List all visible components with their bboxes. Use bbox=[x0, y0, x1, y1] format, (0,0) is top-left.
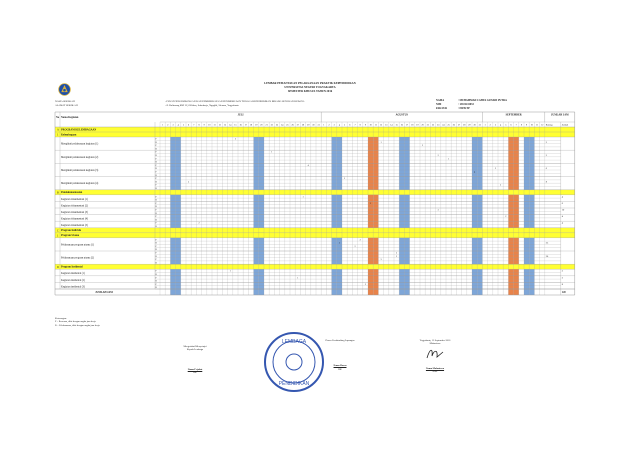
hour-mark: 4 bbox=[474, 171, 476, 174]
row-total: 2 bbox=[561, 276, 564, 280]
plan-realisation-marker: P bbox=[155, 184, 157, 187]
row-number: 1 bbox=[57, 234, 59, 238]
hour-mark: 2 bbox=[505, 216, 507, 219]
plan-realisation-marker: P bbox=[155, 239, 157, 242]
day-number: 11 bbox=[535, 124, 539, 127]
weekend-column bbox=[472, 124, 477, 295]
day-number: 12 bbox=[379, 124, 383, 127]
day-number: 4 bbox=[338, 124, 340, 127]
day-number: 17 bbox=[244, 124, 247, 127]
section-title: Program Insidental bbox=[61, 265, 83, 269]
signature-block-student bbox=[395, 339, 475, 374]
hour-mark: 1 bbox=[271, 151, 273, 154]
weekend-column bbox=[524, 124, 529, 295]
day-number: 19 bbox=[416, 124, 419, 127]
plan-realisation-marker: P bbox=[155, 245, 157, 248]
note-realisation: R = Pelaksanaan, diisi dengan angka jam kerja bbox=[55, 323, 100, 327]
row-number: B bbox=[57, 191, 59, 195]
day-number: 12 bbox=[218, 124, 221, 127]
day-number: 2 bbox=[167, 124, 169, 127]
holiday-column bbox=[508, 124, 513, 295]
plan-realisation-marker: P bbox=[155, 171, 157, 174]
activity-name: Mengikuti pelaksanaan kegiatan (2) bbox=[61, 155, 99, 159]
day-number: 10 bbox=[208, 124, 211, 127]
row-total: 4 bbox=[561, 221, 564, 225]
plan-realisation-marker: R bbox=[155, 287, 157, 290]
weekend-column bbox=[170, 124, 175, 295]
plan-realisation-marker: R bbox=[155, 274, 157, 276]
plan-realisation-marker: P bbox=[155, 164, 157, 167]
day-number: 14 bbox=[229, 124, 232, 127]
plan-realisation-marker: P bbox=[155, 283, 157, 286]
plan-realisation-marker: P bbox=[155, 145, 157, 148]
section-title: Program Individu bbox=[61, 229, 82, 233]
day-number: 4 bbox=[177, 124, 179, 127]
hour-mark: 2 bbox=[364, 283, 366, 286]
grand-total-label: JUMLAH JAM bbox=[95, 291, 113, 294]
hour-mark: 4 bbox=[307, 164, 309, 167]
day-number: 7 bbox=[354, 124, 356, 127]
notes-title: Keterangan: bbox=[55, 317, 67, 320]
activity-name: Kegiatan dokumentasi (5) bbox=[61, 224, 88, 228]
day-number: 4 bbox=[500, 124, 502, 127]
signature-name: Nama Mahasiswa bbox=[425, 366, 445, 370]
hour-mark: 2 bbox=[396, 255, 398, 258]
total-header: JUMLAH JAM bbox=[551, 113, 569, 117]
hour-mark: 1 bbox=[448, 158, 450, 161]
grand-total-jumlah: 120 bbox=[561, 291, 566, 294]
weekend-column bbox=[254, 124, 259, 295]
day-number: 18 bbox=[411, 124, 414, 127]
school-name-label: NAMA SEKOLAH bbox=[55, 100, 75, 103]
plan-realisation-marker: P bbox=[155, 202, 157, 205]
hour-mark: 2 bbox=[437, 155, 439, 157]
row-total: 8 bbox=[561, 282, 564, 286]
signature-id: NIM. bbox=[432, 370, 438, 374]
holiday-column bbox=[368, 124, 373, 295]
signature-id: NIP. bbox=[337, 367, 343, 371]
section-row-fill bbox=[55, 132, 575, 137]
student-id-label: NIM bbox=[436, 103, 442, 107]
row-total: 25 bbox=[545, 241, 549, 245]
section-row-fill bbox=[55, 124, 575, 132]
activity-name: Mengikuti pelaksanaan kegiatan (3) bbox=[61, 169, 99, 172]
day-number: 5 bbox=[344, 124, 346, 127]
day-number: 6 bbox=[188, 124, 190, 127]
day-number: 8 bbox=[359, 124, 361, 127]
day-number: 25 bbox=[286, 124, 289, 127]
day-number: 26 bbox=[291, 124, 294, 127]
row-total: 3 bbox=[545, 154, 548, 157]
kurang-header: Kurang bbox=[545, 124, 553, 127]
plan-realisation-marker: P bbox=[155, 277, 157, 280]
day-number: 13 bbox=[385, 124, 388, 127]
hour-mark: 2 bbox=[370, 202, 372, 205]
plan-realisation-marker: P bbox=[155, 222, 157, 225]
row-total: 4 bbox=[561, 215, 564, 219]
table-header-band bbox=[55, 112, 575, 127]
signature-block-supervisor bbox=[300, 339, 380, 371]
section-row-fill bbox=[55, 190, 575, 195]
weekend-column bbox=[529, 124, 534, 295]
student-id-value: : 13102241033 bbox=[458, 103, 474, 107]
signature-title: Dosen Pembimbing Lapangan bbox=[325, 339, 355, 342]
day-number: 9 bbox=[203, 124, 205, 127]
hour-mark: 2 bbox=[359, 239, 361, 242]
day-number: 10 bbox=[369, 124, 372, 127]
plan-realisation-marker: R bbox=[155, 168, 157, 171]
plan-realisation-marker: P bbox=[155, 196, 157, 199]
section-title: Pendokumentasian bbox=[61, 191, 83, 195]
day-number: 7 bbox=[515, 124, 517, 127]
row-total: 20 bbox=[545, 254, 549, 258]
day-number: 3 bbox=[494, 124, 496, 127]
day-number: 15 bbox=[234, 124, 237, 127]
hour-mark: 5 bbox=[188, 181, 190, 184]
day-number: 12 bbox=[541, 124, 544, 127]
day-number: 8 bbox=[198, 124, 200, 127]
day-number: 24 bbox=[281, 124, 284, 127]
plan-realisation-marker: R bbox=[155, 219, 157, 222]
signature-name: Nama Pejabat bbox=[187, 367, 203, 371]
weekend-column bbox=[337, 124, 342, 295]
col-no-header: No bbox=[56, 116, 60, 119]
day-number: 28 bbox=[301, 124, 305, 127]
note-plan: P = Rencana, diisi dengan angka jam kerja bbox=[55, 320, 96, 324]
day-number: 25 bbox=[447, 124, 450, 127]
student-faculty-value: : FIP/KTP bbox=[458, 107, 470, 111]
day-number: 19 bbox=[255, 124, 258, 127]
hour-mark: 3 bbox=[338, 242, 340, 245]
day-number: 16 bbox=[400, 124, 403, 127]
day-number: 31 bbox=[478, 124, 481, 127]
activity-name: Kegiatan insidental (3) bbox=[61, 285, 85, 289]
row-total: 3 bbox=[545, 140, 548, 144]
day-number: 15 bbox=[395, 124, 398, 127]
svg-text:PENDIDIKAN: PENDIDIKAN bbox=[278, 381, 310, 387]
day-number: 28 bbox=[463, 124, 466, 127]
day-number: 26 bbox=[452, 124, 455, 127]
day-number: 18 bbox=[249, 124, 253, 127]
svg-text:LEMBAGA: LEMBAGA bbox=[281, 339, 307, 345]
day-number: 21 bbox=[265, 124, 268, 127]
activity-name: Kegiatan insidental (2) bbox=[61, 278, 85, 282]
day-number: 27 bbox=[457, 124, 461, 127]
school-address-label: ALAMAT SEKOLAH bbox=[55, 104, 78, 107]
section-row-fill bbox=[55, 228, 575, 233]
row-total: 10 bbox=[561, 208, 565, 212]
hour-mark: 2 bbox=[234, 138, 236, 141]
day-number: 11 bbox=[213, 124, 216, 127]
plan-realisation-marker: P bbox=[155, 259, 157, 262]
holiday-column bbox=[514, 124, 519, 295]
signature-title: Kepala Lembaga bbox=[186, 348, 204, 352]
activity-name: Pelaksanaan program utama (1) bbox=[61, 243, 94, 247]
plan-realisation-marker: R bbox=[155, 212, 157, 215]
activity-name: Kegiatan dokumentasi (3) bbox=[61, 211, 88, 214]
day-number: 9 bbox=[526, 124, 528, 127]
weekend-column bbox=[399, 124, 404, 295]
day-number: 5 bbox=[182, 124, 184, 127]
activity-name: Kegiatan dokumentasi (4) bbox=[61, 217, 88, 221]
day-number: 27 bbox=[296, 124, 299, 127]
day-number: 17 bbox=[405, 124, 409, 127]
plan-realisation-marker: R bbox=[155, 280, 157, 283]
day-number: 1 bbox=[484, 124, 486, 127]
plan-realisation-marker: R bbox=[155, 199, 157, 202]
activity-name: Mengikuti pelaksanaan kegiatan (1) bbox=[61, 142, 99, 146]
handwritten-signature-icon bbox=[424, 346, 446, 362]
plan-realisation-marker: R bbox=[155, 242, 157, 245]
hour-mark: 1 bbox=[297, 277, 299, 280]
day-number: 10 bbox=[530, 124, 533, 127]
signature-role: Yogyakarta, 15 September 2016 bbox=[419, 339, 451, 342]
row-total: 6 bbox=[561, 201, 564, 205]
plan-realisation-marker: R bbox=[155, 206, 157, 209]
day-number: 2 bbox=[489, 124, 491, 127]
hour-mark: 3 bbox=[344, 178, 346, 181]
day-number: 7 bbox=[193, 124, 195, 127]
col-name-header: Nama Kegiatan bbox=[61, 116, 79, 119]
plan-realisation-marker: R bbox=[155, 161, 157, 164]
hour-mark: 3 bbox=[396, 252, 398, 255]
hour-mark: 1 bbox=[229, 270, 231, 273]
day-number: 22 bbox=[270, 124, 273, 127]
legend-notes bbox=[55, 317, 100, 327]
student-name-value: : MUHAMMAD CAHYA GUNADI PUTRA bbox=[458, 99, 507, 102]
row-number: A bbox=[57, 128, 59, 132]
day-number: 6 bbox=[349, 124, 351, 127]
day-number: 9 bbox=[364, 124, 366, 127]
plan-realisation-marker: P bbox=[155, 252, 157, 255]
day-number: 20 bbox=[421, 124, 424, 127]
row-number: D bbox=[57, 265, 59, 269]
signature-role: Mengetahui/Menyetujui bbox=[183, 345, 207, 348]
plan-realisation-marker: R bbox=[155, 155, 157, 157]
signature-block-head bbox=[160, 345, 230, 375]
day-number: 16 bbox=[239, 124, 242, 127]
plan-realisation-marker: P bbox=[155, 216, 157, 219]
plan-realisation-marker: R bbox=[155, 262, 157, 265]
weekend-column bbox=[477, 124, 482, 295]
jumlah-header: Jumlah bbox=[561, 124, 569, 127]
plan-realisation-marker: R bbox=[155, 181, 157, 184]
signature-title: Mahasiswa bbox=[429, 342, 441, 346]
hour-mark: 2 bbox=[494, 168, 496, 171]
day-number: 20 bbox=[260, 124, 263, 127]
plan-realisation-marker: P bbox=[155, 270, 157, 273]
activity-name: Mengikuti pelaksanaan kegiatan (4) bbox=[61, 182, 99, 186]
day-number: 24 bbox=[442, 124, 445, 127]
plan-realisation-marker: R bbox=[155, 255, 157, 258]
hour-mark: 1 bbox=[302, 196, 304, 199]
month-header: SEPTEMBER bbox=[505, 113, 522, 117]
day-number: 29 bbox=[468, 124, 471, 127]
header-line-1: LEMBAR PEMANTAUAN PELAKSANAAN PRAKTIK KEPENDIDIKAN bbox=[264, 82, 356, 85]
hour-mark: 3 bbox=[380, 259, 382, 262]
row-number: 1 bbox=[57, 133, 59, 137]
student-faculty-label: FAK/JUR bbox=[436, 107, 448, 111]
day-number: 6 bbox=[510, 124, 512, 127]
plan-realisation-marker: R bbox=[155, 249, 157, 252]
section-title: Kelembagaan bbox=[61, 133, 77, 137]
day-number: 21 bbox=[426, 124, 429, 127]
day-number: 13 bbox=[223, 124, 227, 127]
day-number: 23 bbox=[275, 124, 279, 127]
activity-name: Kegiatan dokumentasi (1) bbox=[61, 197, 88, 201]
day-number: 31 bbox=[317, 124, 320, 127]
plan-realisation-marker: R bbox=[155, 148, 157, 151]
row-total: 6 bbox=[545, 167, 548, 171]
day-number: 5 bbox=[505, 124, 507, 127]
day-number: 3 bbox=[333, 124, 335, 127]
activity-name: Kegiatan insidental (1) bbox=[61, 272, 85, 276]
month-header: AGUSTUS bbox=[395, 113, 408, 117]
plan-realisation-marker: P bbox=[155, 151, 157, 154]
activity-name: Kegiatan dokumentasi (2) bbox=[61, 204, 88, 208]
plan-realisation-marker: R bbox=[155, 226, 157, 228]
weekend-column bbox=[176, 124, 181, 295]
row-total: 3 bbox=[561, 269, 564, 273]
weekend-column bbox=[259, 124, 264, 295]
day-number: 14 bbox=[390, 124, 393, 127]
row-number: C bbox=[57, 229, 59, 233]
hour-mark: 2 bbox=[422, 145, 424, 148]
school-address-value: : Jl. Kaliurang KM 12,5 Klidon, Sukoharjo, Ngaglik, Sleman, Yogyakarta bbox=[165, 104, 239, 107]
day-number: 29 bbox=[307, 124, 310, 127]
section-row-fill bbox=[55, 264, 575, 269]
plan-realisation-marker: R bbox=[155, 174, 157, 177]
day-number: 8 bbox=[520, 124, 522, 127]
day-number: 23 bbox=[437, 124, 440, 127]
signature-name: Nama Dosen bbox=[333, 364, 347, 368]
day-number: 1 bbox=[323, 124, 325, 127]
plan-realisation-marker: R bbox=[155, 141, 157, 144]
holiday-column bbox=[373, 124, 378, 295]
header-line-2: UNIVERSITAS NEGERI YOGYAKARTA bbox=[284, 86, 336, 89]
hour-mark: 3 bbox=[500, 184, 502, 187]
plan-realisation-marker: P bbox=[155, 178, 157, 181]
section-title: PROGRAM KELEMBAGAAN bbox=[61, 128, 97, 132]
signature-id: NIP. bbox=[192, 371, 198, 375]
day-number: 22 bbox=[431, 124, 435, 127]
row-total: 4 bbox=[561, 195, 564, 199]
weekend-column bbox=[332, 124, 337, 295]
weekend-column bbox=[404, 124, 409, 295]
row-total: 8 bbox=[545, 180, 548, 184]
section-row-fill bbox=[55, 233, 575, 238]
section-title: Program Utama bbox=[61, 234, 80, 238]
month-header: JULI bbox=[237, 113, 244, 117]
day-number: 2 bbox=[328, 124, 330, 127]
day-number: 1 bbox=[162, 124, 164, 127]
day-number: 30 bbox=[312, 124, 315, 127]
activity-name: Pelaksanaan program utama (2) bbox=[61, 256, 94, 260]
hour-mark: 3 bbox=[437, 209, 439, 212]
hour-mark: 1 bbox=[380, 141, 382, 144]
hour-mark: 2 bbox=[198, 222, 200, 225]
plan-realisation-marker: P bbox=[155, 158, 157, 161]
day-number: 30 bbox=[473, 124, 476, 127]
plan-realisation-marker: P bbox=[155, 138, 157, 141]
plan-realisation-marker: P bbox=[155, 209, 157, 212]
day-number: 11 bbox=[374, 124, 377, 127]
header-line-3: SEMESTER KHUSUS TAHUN 2016 bbox=[287, 90, 333, 93]
plan-realisation-marker: R bbox=[155, 188, 157, 190]
day-number: 3 bbox=[172, 124, 174, 127]
hour-mark: 2 bbox=[354, 245, 356, 248]
student-name-label: NAMA bbox=[436, 99, 445, 102]
school-name-value: : PUSAT PENGEMBANGAN DAN PEMBERDAYAAN PENDIDIK DAN TENAGA KEPENDIDIKAN BIDANG SENI DAN BUDAYA bbox=[165, 100, 305, 103]
